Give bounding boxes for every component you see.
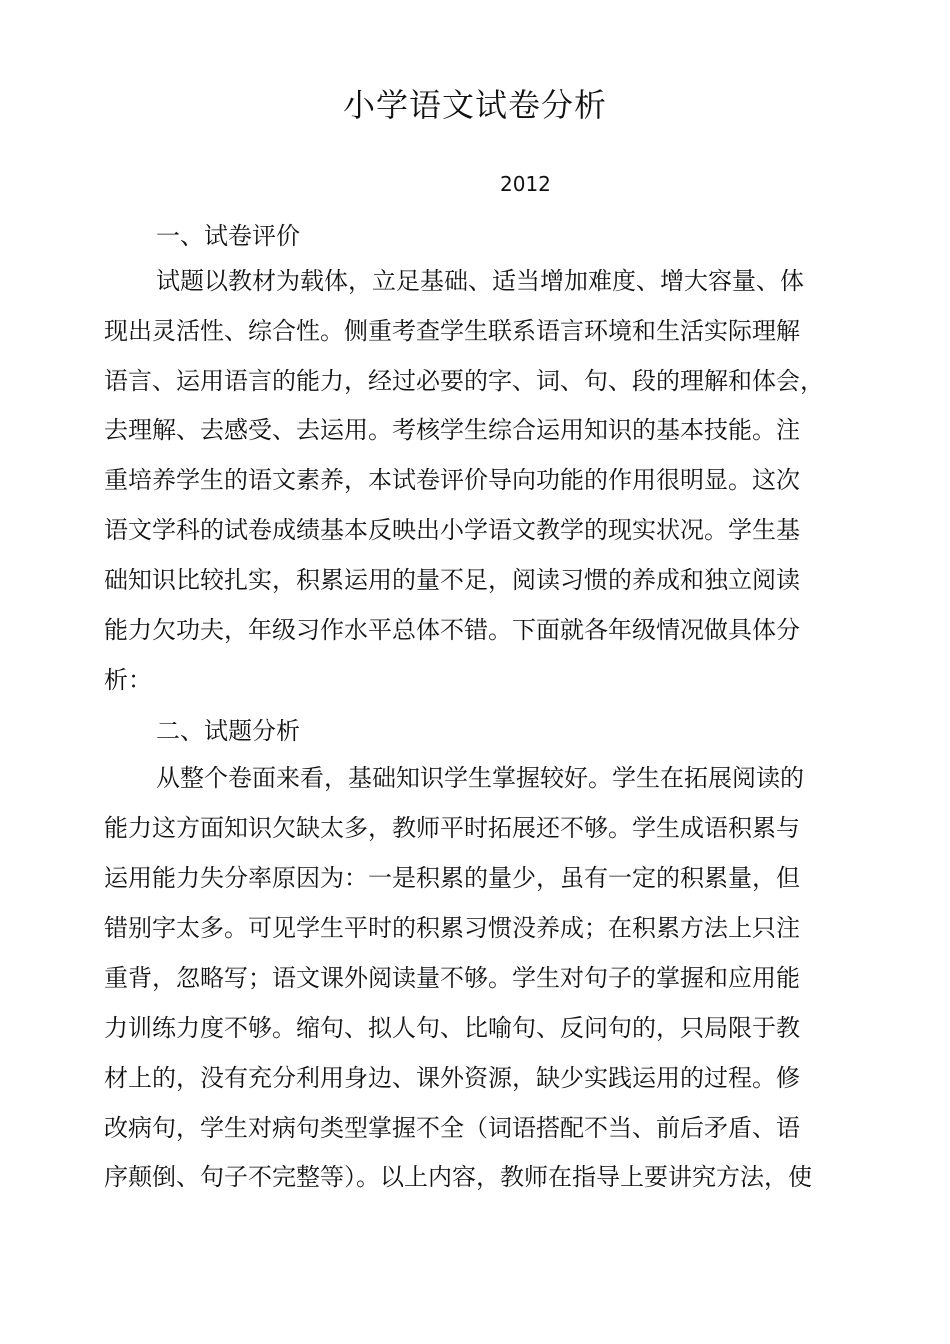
paragraph-line: 础知识比较扎实，积累运用的量不足，阅读习惯的养成和独立阅读: [104, 566, 800, 594]
paragraph-line: 去理解、去感受、去运用。考核学生综合运用知识的基本技能。注: [104, 416, 800, 444]
paragraph-line: 能力这方面知识欠缺太多，教师平时拓展还不够。学生成语积累与: [104, 814, 800, 842]
paragraph-line: 语言、运用语言的能力，经过必要的字、词、句、段的理解和体会，: [104, 367, 824, 395]
paragraph-line: 序颠倒、句子不完整等）。以上内容，教师在指导上要讲究方法，使: [104, 1163, 812, 1191]
paragraph-line: 语文学科的试卷成绩基本反映出小学语文教学的现实状况。学生基: [104, 516, 800, 544]
paragraph-line: 重背，忽略写；语文课外阅读量不够。学生对句子的掌握和应用能: [104, 964, 800, 992]
paragraph-line: 能力欠功夫，年级习作水平总体不错。下面就各年级情况做具体分: [104, 616, 800, 644]
paragraph-line: 力训练力度不够。缩句、拟人句、比喻句、反问句的，只局限于教: [104, 1014, 800, 1042]
paragraph-line: 错别字太多。可见学生平时的积累习惯没养成；在积累方法上只注: [104, 914, 800, 942]
section-heading-1: 一、试卷评价: [156, 222, 300, 250]
paragraph-line: 试题以教材为载体，立足基础、适当增加难度、增大容量、体: [156, 267, 804, 295]
paragraph-line: 材上的，没有充分利用身边、课外资源，缺少实践运用的过程。修: [104, 1064, 800, 1092]
paragraph-line: 重培养学生的语文素养，本试卷评价导向功能的作用很明显。这次: [104, 466, 800, 494]
document-year: 2012: [500, 172, 551, 196]
paragraph-line: 现出灵活性、综合性。侧重考查学生联系语言环境和生活实际理解: [104, 317, 800, 345]
paragraph-line: 析：: [104, 666, 152, 694]
document-title: 小学语文试卷分析: [342, 86, 607, 124]
section-heading-2: 二、试题分析: [156, 717, 300, 745]
paragraph-line: 从整个卷面来看，基础知识学生掌握较好。学生在拓展阅读的: [156, 764, 804, 792]
paragraph-line: 运用能力失分率原因为：一是积累的量少，虽有一定的积累量，但: [104, 864, 800, 892]
paragraph-line: 改病句，学生对病句类型掌握不全（词语搭配不当、前后矛盾、语: [104, 1114, 800, 1142]
